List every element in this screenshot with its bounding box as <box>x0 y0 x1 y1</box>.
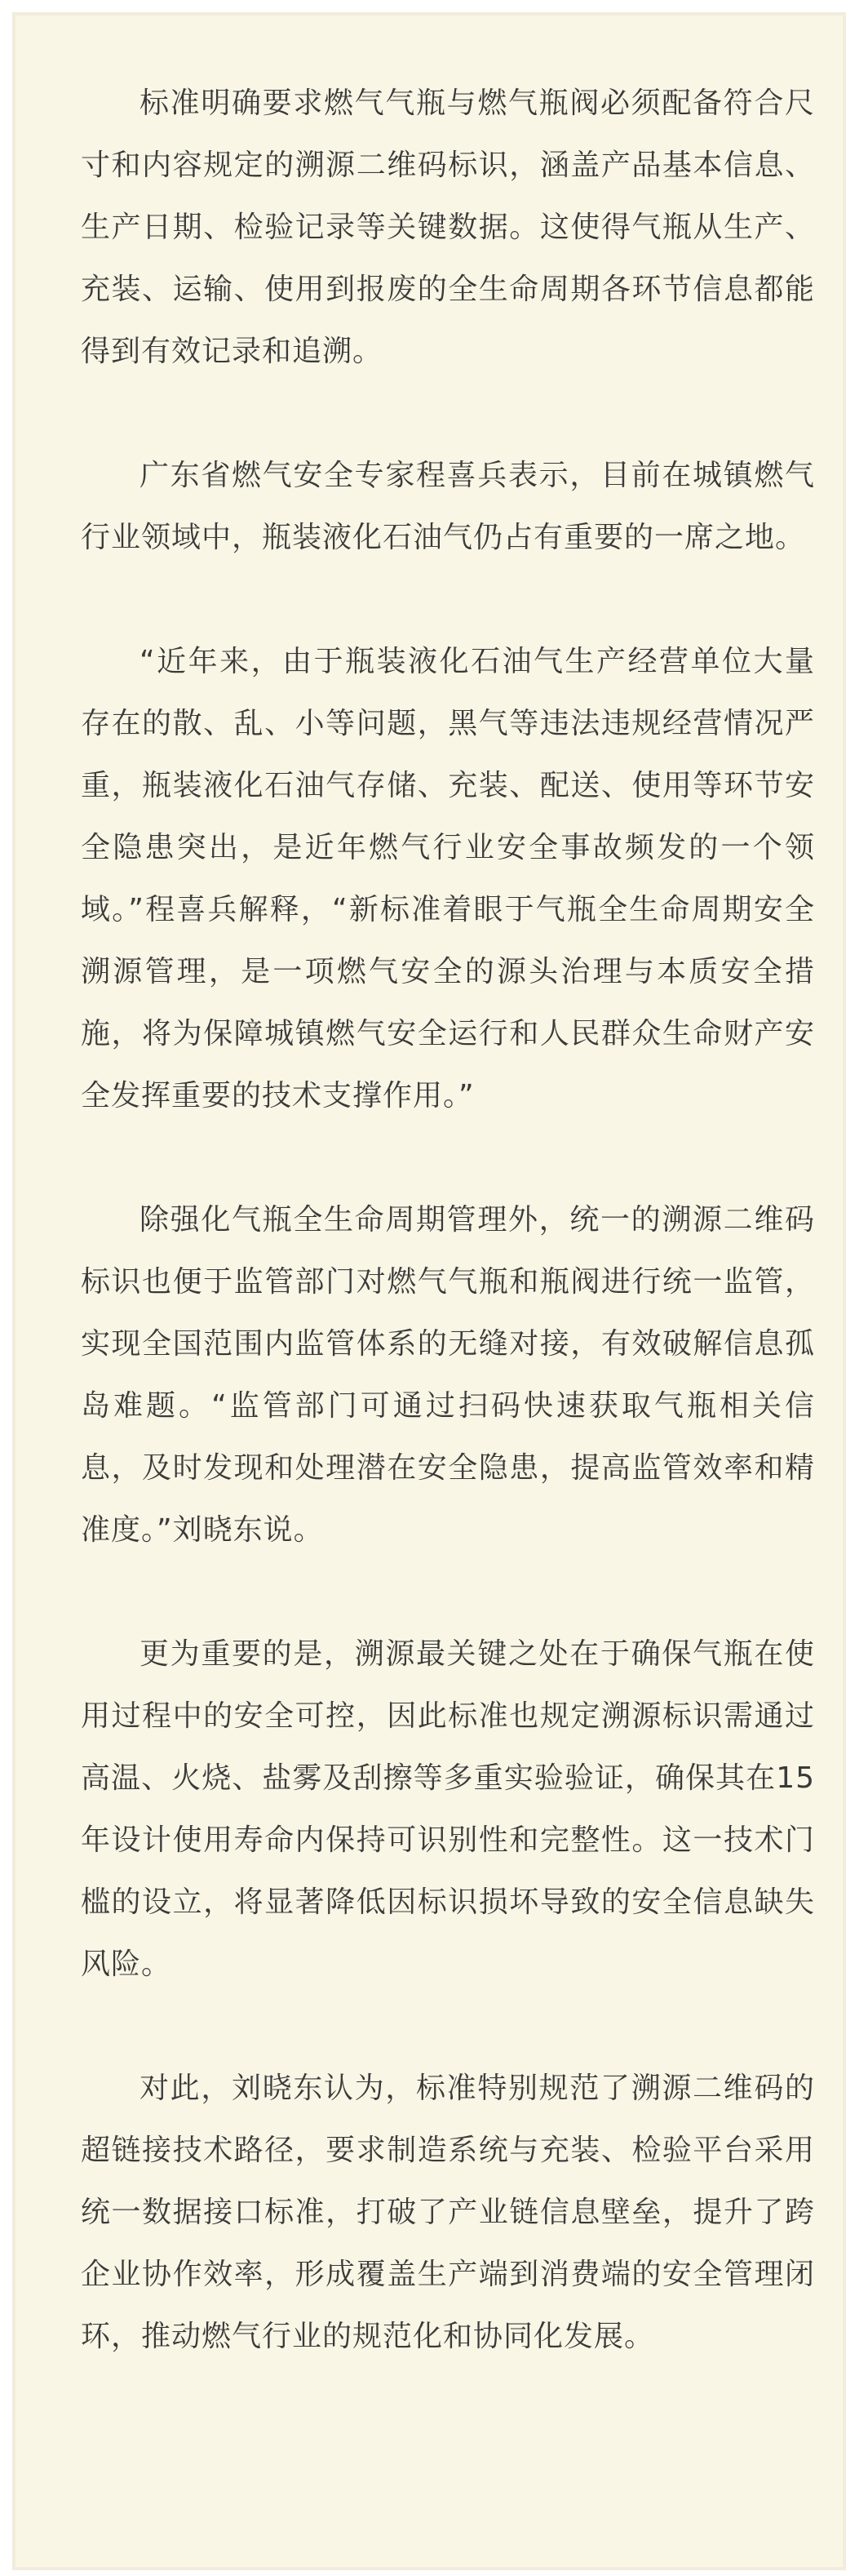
paragraph-supervision: 除强化气瓶全生命周期管理外，统一的溯源二维码标识也便于监管部门对燃气气瓶和瓶阀进行统一监管，实现全国范围内监管体系的无缝对接，有效破解信息孤岛难题。“监管部门可通过扫码快速获取气瓶相关信息，及时发现和处理潜在安全隐患，提高监管效率和精准度。”刘晓东说。 <box>81 1203 815 1547</box>
article-body <box>81 73 815 2368</box>
paragraph-safety-testing: 更为重要的是，溯源最关键之处在于确保气瓶在使用过程中的安全可控，因此标准也规定溯源标识需通过高温、火烧、盐雾及刮擦等多重实验验证，确保其在15年设计使用寿命内保持可识别性和完整性。这一技术门槛的设立，将显著降低因标识损坏导致的安全信息缺失风险。 <box>81 1637 815 1981</box>
paragraph-expert-statement: 广东省燃气安全专家程喜兵表示，目前在城镇燃气行业领域中，瓶装液化石油气仍占有重要的一席之地。 <box>81 459 815 554</box>
paragraph-standard-requirements: 标准明确要求燃气气瓶与燃气瓶阀必须配备符合尺寸和内容规定的溯源二维码标识，涵盖产品基本信息、生产日期、检验记录等关键数据。这使得气瓶从生产、充装、运输、使用到报废的全生命周期各环节信息都能得到有效记录和追溯。 <box>81 87 815 368</box>
article-card <box>12 12 846 2570</box>
paragraph-conclusion: 对此，刘晓东认为，标准特别规范了溯源二维码的超链接技术路径，要求制造系统与充装、检验平台采用统一数据接口标准，打破了产业链信息壁垒，提升了跨企业协作效率，形成覆盖生产端到消费端的安全管理闭环，推动燃气行业的规范化和协同化发展。 <box>81 2072 815 2353</box>
paragraph-expert-quote: “近年来，由于瓶装液化石油气生产经营单位大量存在的散、乱、小等问题，黑气等违法违规经营情况严重，瓶装液化石油气存储、充装、配送、使用等环节安全隐患突出，是近年燃气行业安全事故频发的一个领域。”程喜兵解释，“新标准着眼于气瓶全生命周期安全溯源管理，是一项燃气安全的源头治理与本质安全措施，将为保障城镇燃气安全运行和人民群众生命财产安全发挥重要的技术支撑作用。” <box>81 645 815 1113</box>
